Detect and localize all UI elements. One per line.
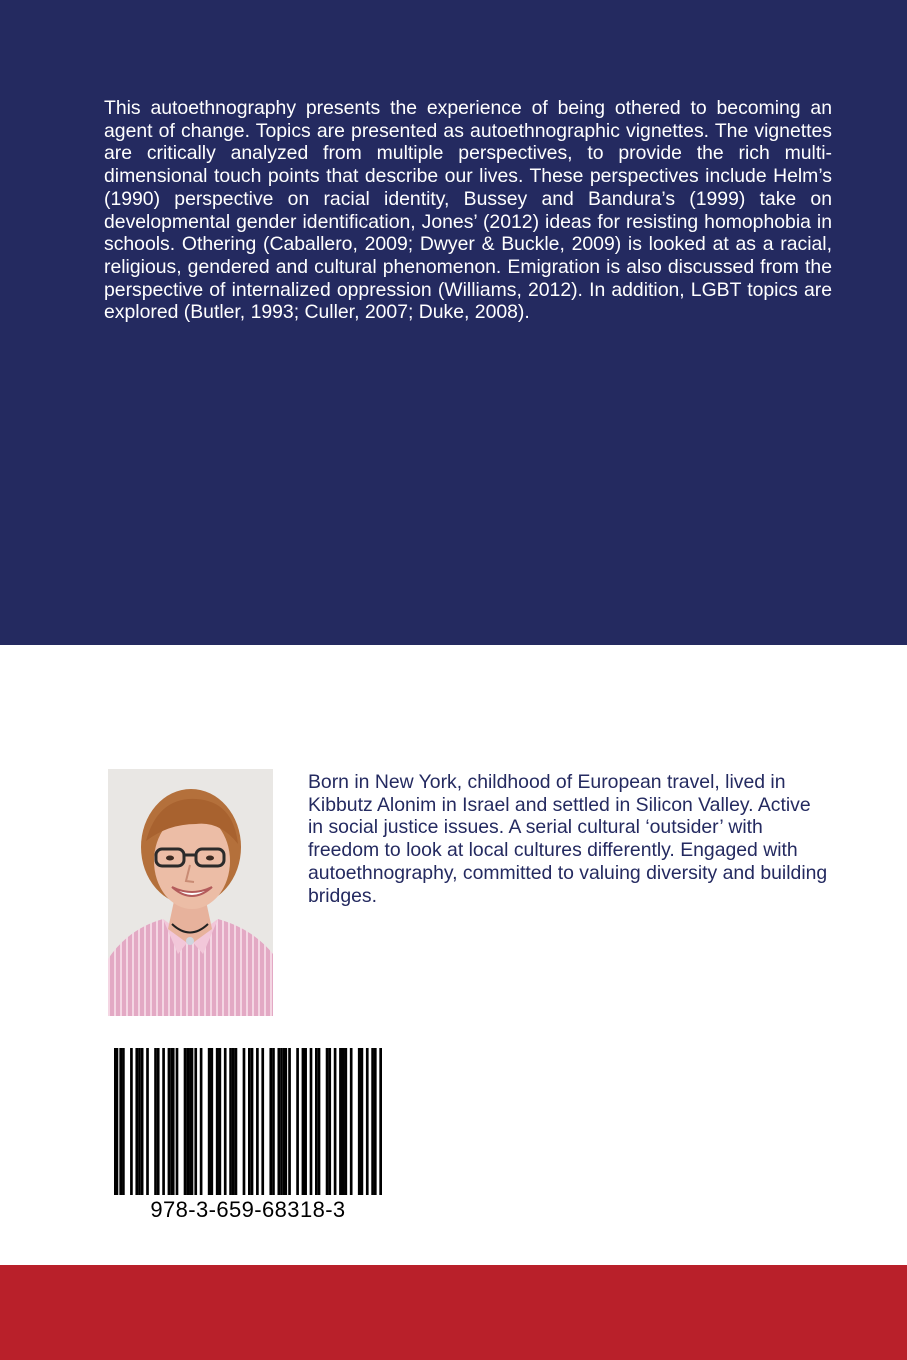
book-blurb: This autoethnography presents the experience of being othered to becoming an agent of change. Topics are presented as autoethnographic vignettes. The vignettes are critically analyzed from multiple perspectives, to provide the rich multi-dimensional touch points that describe our lives. These perspectives include Helm’s (1990) perspective on racial identity, Bussey and Bandura’s (1999) take on developmental gender identification, Jones’ (2012) ideas for resisting homophobia in schools. Othering (Caballero, 2009; Dwyer & Buckle, 2009) is looked at as a racial, religious, gendered and cultural phenomenon. Emigration is also discussed from the perspective of internalized oppression (Williams, 2012). In addition, LGBT topics are explored (Butler, 1993; Culler, 2007; Duke, 2008). <box>104 97 832 324</box>
barcode-bar <box>342 1048 345 1195</box>
barcode-bar <box>176 1048 179 1195</box>
barcode-bar <box>119 1048 122 1195</box>
barcode-bar <box>304 1048 307 1195</box>
barcode-bar <box>251 1048 254 1195</box>
barcode-bar <box>318 1048 321 1195</box>
barcode-bar <box>350 1048 353 1195</box>
barcode-bar <box>168 1048 171 1195</box>
barcode-bar <box>216 1048 219 1195</box>
barcode-bar <box>280 1048 283 1195</box>
barcode-bar <box>170 1048 174 1195</box>
barcode-bar <box>189 1048 193 1195</box>
barcode-bar <box>200 1048 203 1195</box>
barcode-bar <box>243 1048 246 1195</box>
barcode-bar <box>210 1048 213 1195</box>
barcode-bar <box>229 1048 232 1195</box>
barcode-bar <box>283 1048 287 1195</box>
barcode-bar <box>138 1048 141 1195</box>
barcode-bar <box>326 1048 329 1195</box>
barcode-bar <box>130 1048 133 1195</box>
bottom-red-band <box>0 1265 907 1360</box>
barcode-bar <box>194 1048 197 1195</box>
barcode-bar <box>296 1048 299 1195</box>
barcode-bars <box>114 1048 382 1195</box>
author-photo <box>108 769 273 1016</box>
barcode-bar <box>146 1048 149 1195</box>
barcode-bar <box>162 1048 165 1195</box>
barcode-bar <box>344 1048 347 1195</box>
barcode-bar <box>186 1048 189 1195</box>
author-bio: Born in New York, childhood of European travel, lived in Kibbutz Alonim in Israel and settled in Silicon Valley. Active in social justice issues. A serial cultural ‘outsider’ with freedom to look at local cultures differently. Engaged with autoethnography, committed to valuing diversity and building bridges. <box>308 771 828 907</box>
barcode-bar <box>135 1048 138 1195</box>
barcode-bar <box>269 1048 272 1195</box>
barcode-bar <box>277 1048 280 1195</box>
barcode-bar <box>154 1048 157 1195</box>
top-panel <box>0 0 907 645</box>
barcode-bar <box>310 1048 313 1195</box>
barcode-bar <box>334 1048 337 1195</box>
barcode-bar <box>361 1048 364 1195</box>
barcode-bar <box>366 1048 369 1195</box>
isbn-number: 978-3-659-68318-3 <box>150 1197 346 1222</box>
barcode-bar <box>235 1048 238 1195</box>
barcode-bar <box>328 1048 331 1195</box>
barcode-bar <box>374 1048 377 1195</box>
barcode-bar <box>232 1048 235 1195</box>
barcode-bar <box>114 1048 118 1195</box>
barcode-bar <box>184 1048 187 1195</box>
barcode-bar <box>141 1048 144 1195</box>
barcode-bar <box>315 1048 318 1195</box>
barcode-bar <box>371 1048 374 1195</box>
barcode-bar <box>219 1048 222 1195</box>
barcode-bar <box>256 1048 259 1195</box>
barcode-bar <box>272 1048 275 1195</box>
barcode-bar <box>157 1048 160 1195</box>
barcode-bar <box>288 1048 291 1195</box>
barcode <box>114 1048 382 1195</box>
barcode-bar <box>261 1048 264 1195</box>
barcode-bar <box>248 1048 251 1195</box>
barcode-bar <box>224 1048 227 1195</box>
barcode-bar <box>122 1048 125 1195</box>
author-portrait-image <box>108 769 273 1016</box>
barcode-bar <box>379 1048 382 1195</box>
